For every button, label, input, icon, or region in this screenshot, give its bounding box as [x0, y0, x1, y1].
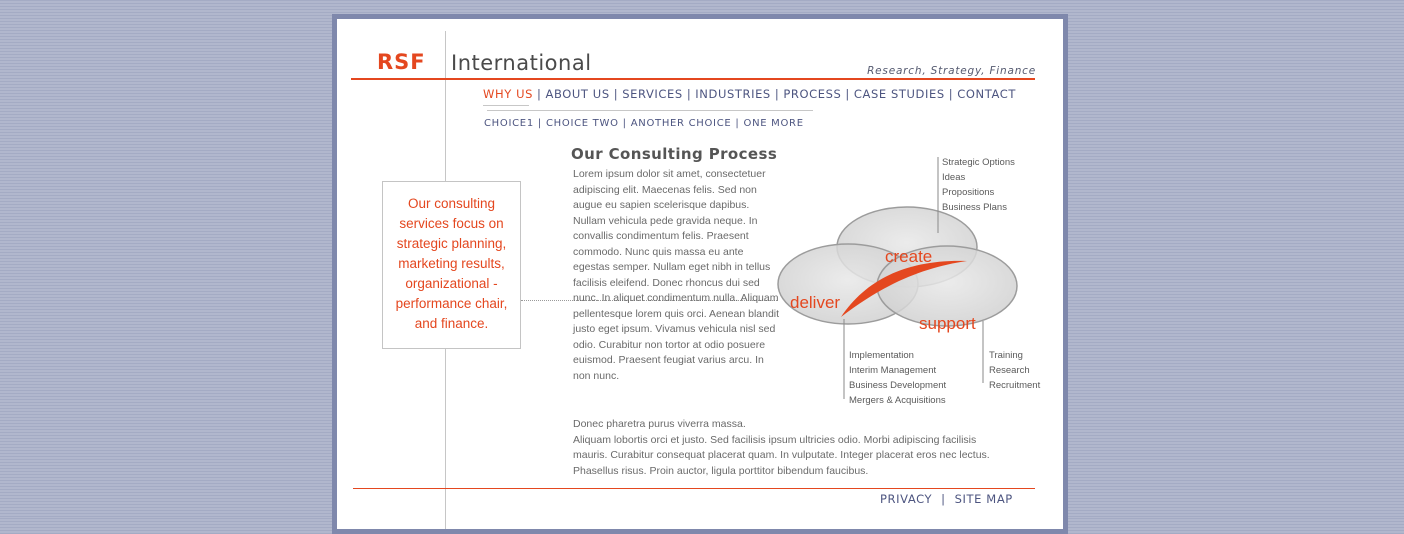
footer-links	[880, 492, 1013, 506]
main-nav	[483, 87, 1016, 101]
body-paragraph-2-lead: Donec pharetra purus viverra massa.	[573, 418, 746, 430]
nav-case-studies[interactable]: CASE STUDIES	[853, 87, 945, 101]
subnav-one-more[interactable]: ONE MORE	[743, 118, 804, 129]
body-paragraph-2-text: Aliquam lobortis orci et justo. Sed facilisis ipsum ultricies odio. Morbi adipiscing facilisis mauris. Curabitur consequat placerat quam. In vulputate. Integer placerat eros nec lectus. Phasellus risus. Proin auctor, ligula porttitor bibendum faucibus.	[573, 433, 990, 477]
nav-separator: |	[845, 87, 850, 101]
support-label: support	[919, 314, 976, 333]
subnav-separator: |	[622, 118, 627, 129]
footer-privacy-link[interactable]: PRIVACY	[880, 492, 933, 506]
nav-separator: |	[613, 87, 619, 101]
deliver-item: Mergers & Acquisitions	[849, 395, 946, 406]
subnav-separator: |	[735, 118, 740, 129]
sub-nav	[484, 118, 804, 129]
nav-separator: |	[948, 87, 954, 101]
logo-rsf[interactable]: RSF	[377, 50, 426, 74]
create-item: Ideas	[942, 172, 966, 183]
page-container	[337, 19, 1063, 529]
deliver-item: Implementation	[849, 350, 914, 361]
nav-active-underline	[483, 105, 529, 106]
nav-separator: |	[774, 87, 780, 101]
footer-separator: |	[941, 492, 946, 506]
callout-text: Our consulting services focus on strategic planning, marketing results, organizational - performance chair, and finance.	[395, 196, 508, 331]
nav-separator: |	[537, 87, 542, 101]
nav-why-us[interactable]: WHY US	[483, 87, 534, 101]
header-rule	[351, 78, 1035, 80]
footer-sitemap-link[interactable]: SITE MAP	[954, 492, 1013, 506]
deliver-item: Interim Management	[849, 365, 937, 376]
deliver-label: deliver	[790, 293, 841, 312]
callout-box	[382, 181, 521, 349]
support-item: Research	[989, 365, 1030, 376]
footer-rule	[353, 488, 1035, 489]
subnav-another-choice[interactable]: ANOTHER CHOICE	[630, 118, 732, 129]
nav-separator: |	[686, 87, 692, 101]
subnav-choice-two[interactable]: CHOICE TWO	[545, 118, 619, 129]
nav-services[interactable]: SERVICES	[622, 87, 683, 101]
support-item: Training	[989, 350, 1023, 361]
logo-international[interactable]: International	[451, 51, 592, 75]
page-title: Our Consulting Process	[571, 145, 778, 163]
create-item: Business Plans	[942, 202, 1007, 213]
nav-contact[interactable]: CONTACT	[957, 87, 1016, 101]
tagline: Research, Strategy, Finance	[867, 65, 1036, 77]
deliver-item: Business Development	[849, 380, 947, 391]
nav-process[interactable]: PROCESS	[783, 87, 842, 101]
process-diagram	[775, 151, 1043, 406]
subnav-rule	[487, 110, 813, 111]
subnav-separator: |	[537, 118, 542, 129]
nav-about-us[interactable]: ABOUT US	[545, 87, 610, 101]
create-label: create	[885, 247, 933, 266]
create-item: Strategic Options	[942, 157, 1015, 168]
support-item: Recruitment	[989, 380, 1041, 391]
body-paragraph-2	[573, 417, 993, 479]
create-item: Propositions	[942, 187, 995, 198]
body-paragraph-1: Lorem ipsum dolor sit amet, consectetuer adipiscing elit. Maecenas felis. Sed non augue eu sapien scelerisque dapibus. Nullam vehicula pede gravida neque. In convallis condimentum felis. Praesent commodo. Nunc quis massa eu ante egestas semper. Nullam eget nibh in tellus facilisis eleifend. Donec rhoncus dui sed nunc. In aliquet condimentum nulla. Aliquam pellentesque lorem quis orci. Aenean blandit justo eget ipsum. Vivamus vehicula nisl sed odio. Curabitur non tortor at odio posuere euismod. Praesent feugiat varius arcu. In non nunc.	[573, 168, 780, 382]
nav-industries[interactable]: INDUSTRIES	[695, 87, 771, 101]
subnav-choice1[interactable]: CHOICE1	[484, 118, 534, 129]
